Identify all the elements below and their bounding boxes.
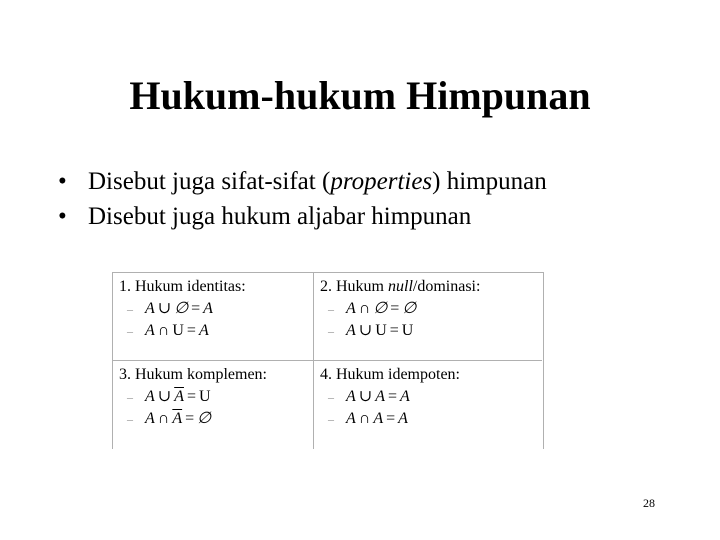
dash-icon: – (328, 412, 334, 426)
law-equation: – A ∩ U = A (119, 320, 313, 342)
law-equation: – A ∪ ∅ = A (119, 298, 313, 320)
dash-icon: – (328, 324, 334, 338)
page-number: 28 (643, 496, 655, 510)
dash-icon: – (127, 390, 133, 404)
bullet-text: Disebut juga sifat-sifat (properties) himpunan (88, 168, 547, 195)
bullet-list (58, 164, 547, 234)
slide-title: Hukum-hukum Himpunan (129, 73, 591, 118)
bullet-icon: • (58, 168, 67, 195)
law-equation: – A ∩ $\overline{A}$ = ∅ (119, 408, 313, 430)
dash-icon: – (127, 324, 133, 338)
set-laws-table (112, 272, 544, 449)
law-title: 2. Hukum null/dominasi: (320, 278, 481, 295)
bullet-item (58, 164, 547, 199)
law-title: 4. Hukum idempoten: (320, 366, 460, 383)
law-equation: – A ∪ $\overline{A} = U$ (119, 386, 313, 408)
dash-icon: – (127, 412, 133, 426)
dash-icon: – (328, 390, 334, 404)
law-equation: – A ∩ A = A (320, 408, 542, 430)
bullet-icon: • (58, 203, 67, 230)
dash-icon: – (127, 302, 133, 316)
law-cell-identity (113, 273, 314, 361)
law-equation: – A ∪ A = A (320, 386, 542, 408)
law-title: 1. Hukum identitas: (119, 278, 246, 295)
dash-icon: – (328, 302, 334, 316)
law-cell-complement (113, 361, 314, 449)
law-equation: – A ∪ U = U (320, 320, 542, 342)
law-equation: – A ∩ ∅ = ∅ (320, 298, 542, 320)
law-cell-null-domination (314, 273, 542, 361)
law-cell-idempotent (314, 361, 542, 449)
bullet-item (58, 199, 547, 234)
bullet-text: Disebut juga hukum aljabar himpunan (88, 203, 472, 230)
law-title: 3. Hukum komplemen: (119, 366, 267, 383)
